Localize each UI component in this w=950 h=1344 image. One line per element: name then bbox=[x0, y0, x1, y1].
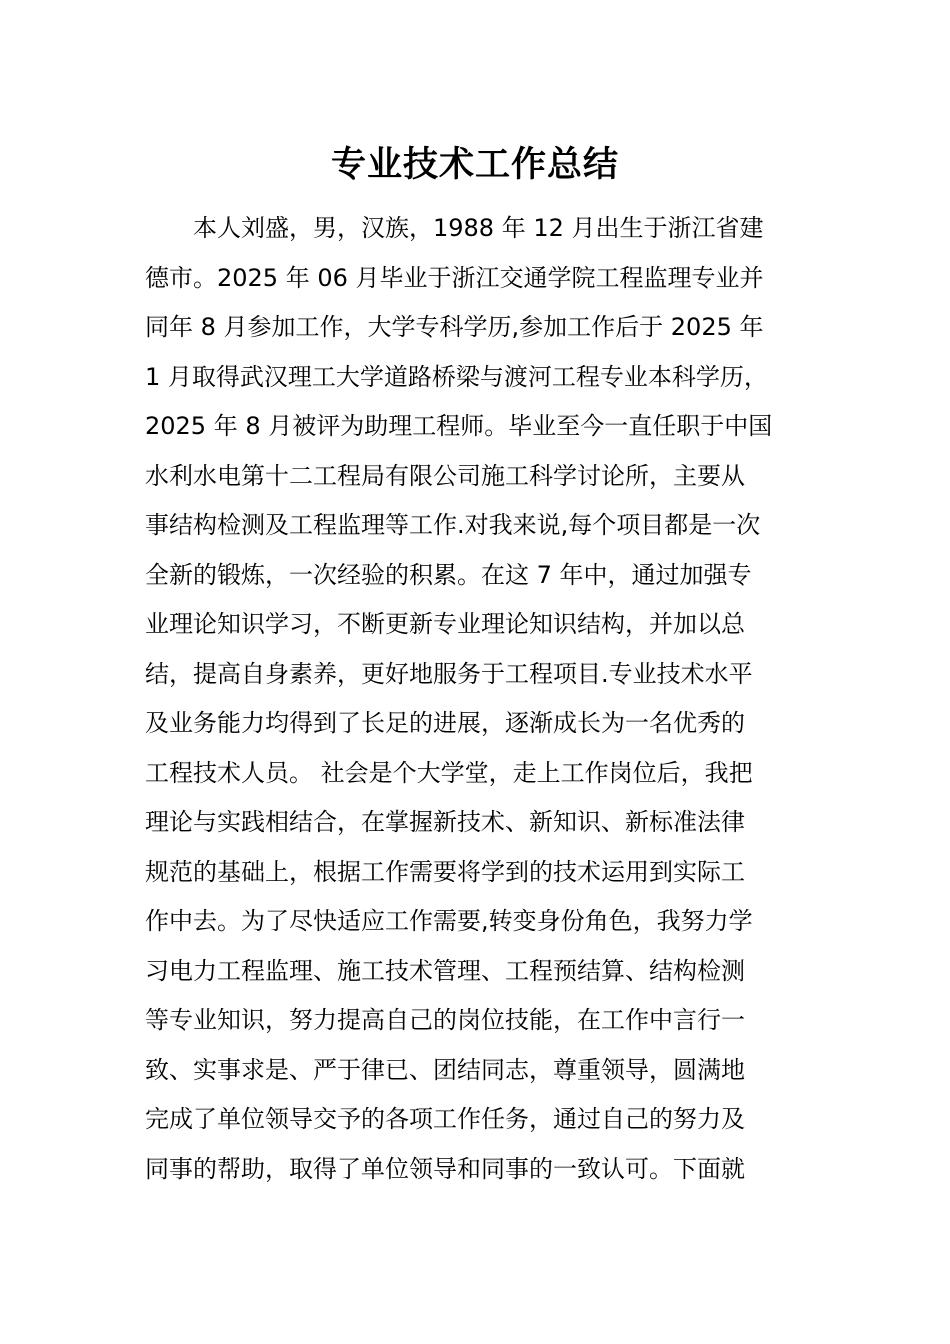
body-line: 结，提高自身素养，更好地服务于工程项目.专业技术水平 bbox=[145, 659, 753, 688]
body-line: 等专业知识，努力提高自己的岗位技能，在工作中言行一 bbox=[145, 1006, 745, 1034]
body-line: 全新的锻炼，一次经验的积累。在这 7 年中，通过加强专 bbox=[145, 560, 752, 589]
body-line: 德市。2025 年 06 月毕业于浙江交通学院工程监理专业并 bbox=[145, 263, 764, 292]
document-body bbox=[145, 204, 815, 1194]
body-line: 1 月取得武汉理工大学道路桥梁与渡河工程专业本科学历， bbox=[145, 362, 768, 391]
body-line: 2025 年 8 月被评为助理工程师。毕业至今一直任职于中国 bbox=[145, 412, 773, 440]
body-line: 工程技术人员。 社会是个大学堂，走上工作岗位后，我把 bbox=[145, 758, 753, 787]
body-line: 业理论知识学习，不断更新专业理论知识结构，并加以总 bbox=[145, 610, 745, 638]
body-line: 完成了单位领导交予的各项工作任务，通过自己的努力及 bbox=[145, 1105, 745, 1133]
body-line: 理论与实践相结合，在掌握新技术、新知识、新标准法律 bbox=[145, 808, 745, 836]
body-line: 事结构检测及工程监理等工作.对我来说,每个项目都是一次 bbox=[145, 511, 761, 539]
body-line: 同事的帮助，取得了单位领导和同事的一致认可。下面就 bbox=[145, 1154, 745, 1183]
body-line: 习电力工程监理、施工技术管理、工程预结算、结构检测 bbox=[145, 956, 745, 985]
body-line: 规范的基础上，根据工作需要将学到的技术运用到实际工 bbox=[145, 857, 745, 886]
document-title: 专业技术工作总结 bbox=[330, 145, 619, 185]
body-line: 同年 8 月参加工作，大学专科学历,参加工作后于 2025 年 bbox=[145, 313, 764, 341]
body-line: 致、实事求是、严于律已、团结同志，尊重领导，圆满地 bbox=[145, 1055, 745, 1084]
body-line: 及业务能力均得到了长足的进展，逐渐成长为一名优秀的 bbox=[145, 709, 745, 737]
body-line: 水利水电第十二工程局有限公司施工科学讨论所，主要从 bbox=[145, 461, 745, 490]
body-line: 本人刘盛，男，汉族，1988 年 12 月出生于浙江省建 bbox=[145, 214, 764, 242]
body-line: 作中去。为了尽快适应工作需要,转变身份角色，我努力学 bbox=[145, 907, 753, 935]
